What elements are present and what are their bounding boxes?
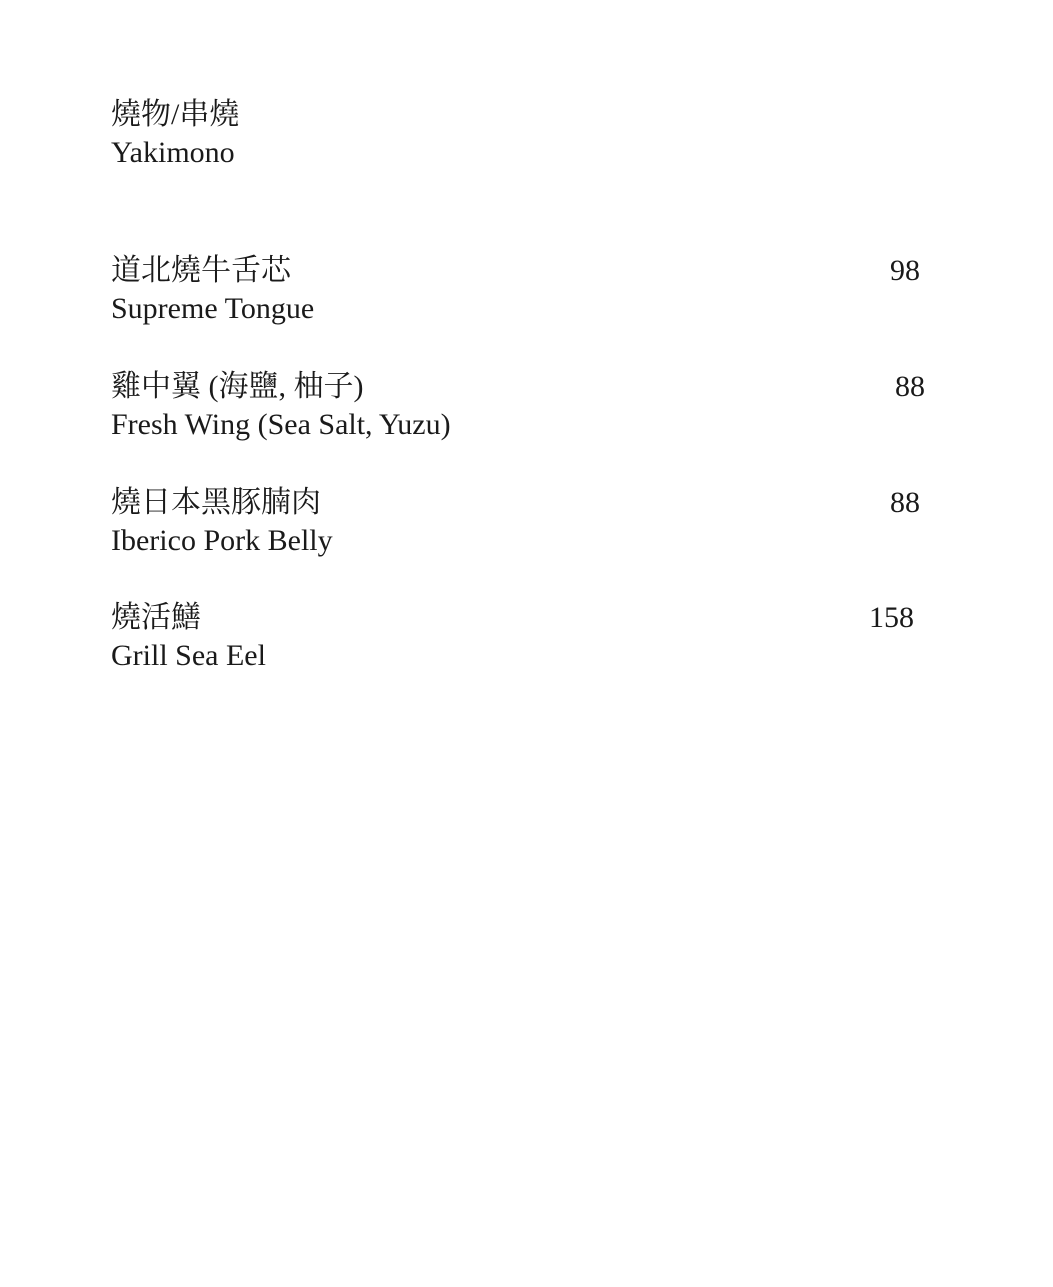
menu-item-name-english: Fresh Wing (Sea Salt, Yuzu) xyxy=(111,408,451,441)
menu-item-name-english: Grill Sea Eel xyxy=(111,639,266,672)
menu-item-price: 98 xyxy=(890,254,920,287)
menu-item-fresh-wing xyxy=(111,368,931,448)
section-title-english: Yakimono xyxy=(111,136,235,169)
menu-item-supreme-tongue xyxy=(111,252,931,332)
menu-item-name-chinese: 燒活鱔 xyxy=(111,601,201,634)
menu-item-name-english: Iberico Pork Belly xyxy=(111,524,333,557)
menu-item-price: 158 xyxy=(869,601,914,634)
section-title-chinese: 燒物/串燒 xyxy=(111,98,240,131)
menu-item-name-chinese: 雞中翼 (海鹽, 柚子) xyxy=(111,370,364,403)
menu-item-price: 88 xyxy=(890,486,920,519)
menu-item-grill-sea-eel xyxy=(111,599,931,679)
section-heading xyxy=(111,96,239,172)
menu-item-name-chinese: 道北燒牛舌芯 xyxy=(111,254,291,287)
menu-item-iberico-pork-belly xyxy=(111,484,931,564)
menu-item-name-english: Supreme Tongue xyxy=(111,292,315,325)
menu-item-price: 88 xyxy=(895,370,925,403)
menu-item-name-chinese: 燒日本黑豚腩肉 xyxy=(111,486,321,519)
